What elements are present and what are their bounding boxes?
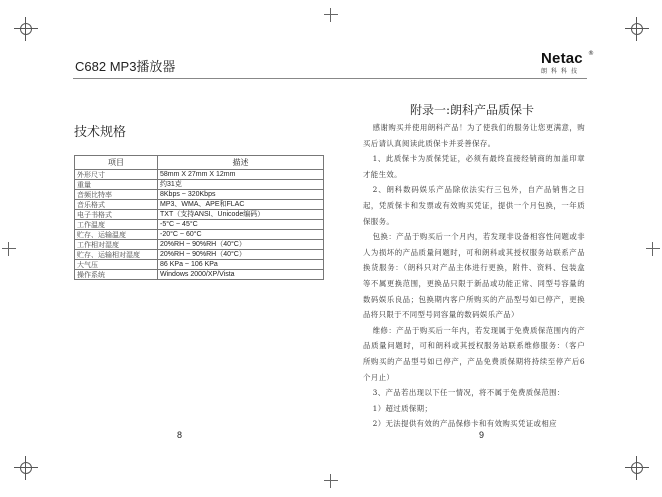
spec-key: 外形尺寸 (75, 170, 158, 180)
spec-key: 大气压 (75, 260, 158, 270)
spec-key: 贮存、运输相对湿度 (75, 250, 158, 260)
crop-mark-top-center (324, 8, 338, 22)
header-desc: 描述 (158, 156, 324, 170)
spec-value: 约31克 (158, 180, 324, 190)
crop-mark-bottom-center (324, 474, 338, 488)
table-row (75, 200, 324, 210)
table-row (75, 230, 324, 240)
crop-mark-left-center (2, 242, 16, 256)
table-row (75, 170, 324, 180)
section-title: 技术规格 (74, 125, 127, 140)
spec-table (74, 155, 324, 280)
spec-key: 贮存、运输温度 (75, 230, 158, 240)
table-row (75, 260, 324, 270)
spec-value: Windows 2000/XP/Vista (158, 270, 324, 280)
header-item: 项目 (75, 156, 158, 170)
paragraph: 2）无法提供有效的产品保修卡和有效购买凭证或相应 (372, 419, 557, 429)
spec-value: 58mm X 27mm X 12mm (158, 170, 324, 180)
header-divider (73, 78, 587, 79)
paragraph: 包换：产品于购买后一个月内，若发现非设备相容性问题或非人为损坏的产品质量问题时，可和朗科或其授权服务站联系产品换货服务：（朗科只对产品主体进行更换，附件、资料、包装盒等不属更换范围，更换品只限于新品或功能正常、同型号容量的数码娱乐良品；包换期内客户所购买的产品型号如已停产，更换品将只限于不同型号同容量的数码娱乐产品） (363, 232, 585, 320)
paragraph: 3、产品若出现以下任一情况，将不属于免费质保范围： (372, 388, 565, 398)
spec-value: -20°C ~ 60°C (158, 230, 324, 240)
logo-word: Netac (541, 50, 583, 67)
logo-subtitle: 朗科科技 (541, 68, 582, 75)
spec-value: 86 KPa ~ 106 KPa (158, 260, 324, 270)
registration-mark-top-left (14, 17, 38, 41)
spec-key: 工作相对湿度 (75, 240, 158, 250)
registration-mark-top-right (625, 17, 649, 41)
warranty-text (363, 120, 585, 432)
registration-mark-bottom-left (14, 456, 38, 480)
page-number-left: 8 (177, 430, 183, 440)
netac-logo (541, 50, 594, 75)
spec-key: 音频比特率 (75, 190, 158, 200)
table-row (75, 180, 324, 190)
table-row (75, 240, 324, 250)
table-row (75, 190, 324, 200)
table-row (75, 210, 324, 220)
crop-mark-right-center (646, 242, 660, 256)
table-row (75, 220, 324, 230)
paragraph: 维修：产品于购买后一年内，若发现属于免费质保范围内的产品质量问题时，可和朗科或其授权服务站联系维修服务：（客户所购买的产品型号如已停产，产品免费质保期将持续至停产后6个月止） (363, 325, 585, 382)
spec-key: 音乐格式 (75, 200, 158, 210)
spec-value: TXT（支持ANSI、Unicode编码） (158, 210, 324, 220)
appendix-title: 附录一:朗科产品质保卡 (409, 103, 535, 117)
page-number-right: 9 (479, 430, 485, 440)
spec-value: 20%RH ~ 90%RH（40°C） (158, 240, 324, 250)
paragraph: 2、朗科数码娱乐产品除依法实行三包外，自产品销售之日起，凭质保卡和发票或有效购买凭证，提供一个月包换，一年质保服务。 (363, 185, 585, 226)
registered-mark: ® (588, 50, 594, 57)
paragraph: 1）超过质保期； (372, 403, 433, 413)
spec-value: 20%RH ~ 90%RH（40°C） (158, 250, 324, 260)
spec-value: -5°C ~ 45°C (158, 220, 324, 230)
spec-value: 8Kbps ~ 320Kbps (158, 190, 324, 200)
registration-mark-bottom-right (625, 456, 649, 480)
paragraph: 感谢购买并使用朗科产品！为了使我们的服务让您更满意，购买后请认真阅读此质保卡并妥善保存。 (363, 123, 585, 148)
spec-key: 电子书格式 (75, 210, 158, 220)
spec-key: 重量 (75, 180, 158, 190)
table-row (75, 270, 324, 280)
spec-key: 工作温度 (75, 220, 158, 230)
header-title: C682 MP3播放器 (75, 59, 176, 74)
paragraph: 1、此质保卡为质保凭证，必须有最终直接经销商的加盖印章才能生效。 (363, 154, 585, 179)
spec-key: 操作系统 (75, 270, 158, 280)
table-header-row (75, 156, 324, 170)
spec-value: MP3、WMA、APE和FLAC (158, 200, 324, 210)
table-row (75, 250, 324, 260)
